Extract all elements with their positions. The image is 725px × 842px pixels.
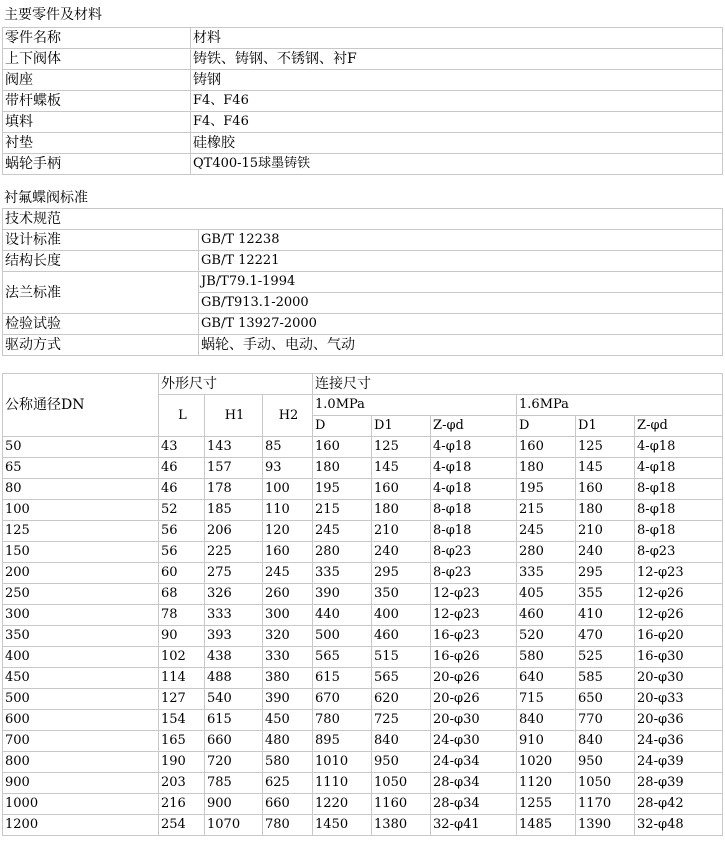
h1-cell: 275 [205, 563, 263, 584]
l-cell: 60 [159, 563, 205, 584]
h2-cell: 160 [263, 542, 313, 563]
d1-cell: 585 [576, 668, 635, 689]
l-cell: 52 [159, 500, 205, 521]
d1-cell: 210 [372, 521, 431, 542]
h2-cell: 93 [263, 458, 313, 479]
col-header-Z: Z-φd [431, 416, 517, 437]
z-cell: 12-φ26 [635, 584, 723, 605]
dn-cell: 1200 [3, 815, 159, 836]
l-cell: 154 [159, 710, 205, 731]
standard-label: 结构长度 [3, 251, 199, 272]
part-name-cell: 填料 [3, 112, 191, 133]
d1-cell: 145 [372, 458, 431, 479]
h2-cell: 380 [263, 668, 313, 689]
h1-cell: 1070 [205, 815, 263, 836]
dn-cell: 600 [3, 710, 159, 731]
table-row [3, 773, 723, 794]
part-name-cell: 蜗轮手柄 [3, 154, 191, 175]
z-cell: 4-φ18 [431, 458, 517, 479]
d-cell: 160 [313, 437, 372, 458]
h1-cell: 143 [205, 437, 263, 458]
outline-header: 外形尺寸 [159, 374, 313, 395]
table-row [3, 731, 723, 752]
z-cell: 12-φ23 [635, 563, 723, 584]
h1-cell: 615 [205, 710, 263, 731]
d-cell: 1020 [517, 752, 576, 773]
d1-cell: 410 [576, 605, 635, 626]
d-cell: 280 [313, 542, 372, 563]
h2-cell: 480 [263, 731, 313, 752]
d-cell: 670 [313, 689, 372, 710]
d1-cell: 180 [372, 500, 431, 521]
materials-title: 主要零件及材料 [4, 7, 102, 23]
d1-cell: 470 [576, 626, 635, 647]
d-cell: 195 [313, 479, 372, 500]
table-row [3, 500, 723, 521]
h2-cell: 110 [263, 500, 313, 521]
z-cell: 4-φ18 [431, 479, 517, 500]
h2-cell: 580 [263, 752, 313, 773]
table-row [3, 230, 723, 251]
h1-cell: 185 [205, 500, 263, 521]
d-cell: 615 [313, 668, 372, 689]
table-row [3, 314, 723, 335]
h2-cell: 260 [263, 584, 313, 605]
col-header-D: D [517, 416, 576, 437]
z-cell: 4-φ18 [635, 437, 723, 458]
dn-cell: 400 [3, 647, 159, 668]
h2-cell: 320 [263, 626, 313, 647]
dn-cell: 1000 [3, 794, 159, 815]
d-cell: 520 [517, 626, 576, 647]
d-cell: 910 [517, 731, 576, 752]
d1-cell: 125 [372, 437, 431, 458]
dn-cell: 150 [3, 542, 159, 563]
z-cell: 8-φ23 [635, 542, 723, 563]
d1-cell: 160 [372, 479, 431, 500]
dn-header: 公称通径DN [3, 374, 159, 437]
pressure-1-header: 1.0MPa [313, 395, 517, 416]
d1-cell: 355 [576, 584, 635, 605]
l-cell: 216 [159, 794, 205, 815]
dn-cell: 50 [3, 437, 159, 458]
standard-label: 设计标准 [3, 230, 199, 251]
table-header-row [3, 209, 723, 230]
d-cell: 895 [313, 731, 372, 752]
d1-cell: 350 [372, 584, 431, 605]
d1-cell: 950 [372, 752, 431, 773]
d1-cell: 160 [576, 479, 635, 500]
d1-cell: 1390 [576, 815, 635, 836]
z-cell: 24-φ39 [635, 752, 723, 773]
table-row [3, 112, 723, 133]
col-header-H1: H1 [205, 395, 263, 437]
z-cell: 20-φ30 [431, 710, 517, 731]
material-cell: 铸钢 [191, 70, 723, 91]
d-cell: 565 [313, 647, 372, 668]
d-cell: 245 [517, 521, 576, 542]
z-cell: 8-φ23 [431, 563, 517, 584]
dimensions-table [2, 373, 723, 836]
d1-cell: 565 [372, 668, 431, 689]
z-cell: 20-φ36 [635, 710, 723, 731]
h1-cell: 157 [205, 458, 263, 479]
d-cell: 405 [517, 584, 576, 605]
table-row [3, 668, 723, 689]
z-cell: 16-φ26 [431, 647, 517, 668]
l-cell: 78 [159, 605, 205, 626]
h1-cell: 206 [205, 521, 263, 542]
d-cell: 280 [517, 542, 576, 563]
h1-cell: 900 [205, 794, 263, 815]
d-cell: 1110 [313, 773, 372, 794]
table-row [3, 437, 723, 458]
h2-cell: 625 [263, 773, 313, 794]
d1-cell: 1170 [576, 794, 635, 815]
d1-cell: 1050 [372, 773, 431, 794]
dimensions-body [3, 437, 723, 836]
d-cell: 500 [313, 626, 372, 647]
d-cell: 1450 [313, 815, 372, 836]
z-cell: 20-φ26 [431, 668, 517, 689]
dn-cell: 125 [3, 521, 159, 542]
h1-cell: 178 [205, 479, 263, 500]
d1-cell: 210 [576, 521, 635, 542]
l-cell: 165 [159, 731, 205, 752]
h1-cell: 438 [205, 647, 263, 668]
dn-cell: 450 [3, 668, 159, 689]
table-row [3, 133, 723, 154]
dn-cell: 900 [3, 773, 159, 794]
standard-value: GB/T 12221 [199, 251, 723, 272]
standard-label: 检验试验 [3, 314, 199, 335]
d-cell: 160 [517, 437, 576, 458]
z-cell: 28-φ42 [635, 794, 723, 815]
d-cell: 460 [517, 605, 576, 626]
material-cell: F4、F46 [191, 91, 723, 112]
dn-cell: 250 [3, 584, 159, 605]
z-cell: 8-φ23 [431, 542, 517, 563]
table-row [3, 70, 723, 91]
table-row [3, 710, 723, 731]
h1-cell: 393 [205, 626, 263, 647]
d1-cell: 180 [576, 500, 635, 521]
table-row [3, 626, 723, 647]
z-cell: 4-φ18 [635, 458, 723, 479]
col-header-D1: D1 [372, 416, 431, 437]
l-cell: 90 [159, 626, 205, 647]
d-cell: 335 [313, 563, 372, 584]
z-cell: 8-φ18 [635, 479, 723, 500]
d-cell: 180 [313, 458, 372, 479]
z-cell: 24-φ34 [431, 752, 517, 773]
d-cell: 640 [517, 668, 576, 689]
standard-label: 法兰标准 [3, 272, 199, 314]
dn-cell: 80 [3, 479, 159, 500]
standard-value: GB/T 13927-2000 [199, 314, 723, 335]
table-row [3, 154, 723, 175]
table-row [3, 479, 723, 500]
z-cell: 4-φ18 [431, 437, 517, 458]
col-header-Z: Z-φd [635, 416, 723, 437]
table-row [3, 542, 723, 563]
h1-cell: 660 [205, 731, 263, 752]
d-cell: 1255 [517, 794, 576, 815]
table-row [3, 91, 723, 112]
h1-cell: 326 [205, 584, 263, 605]
materials-table [2, 27, 723, 175]
h1-cell: 225 [205, 542, 263, 563]
d-cell: 335 [517, 563, 576, 584]
d-cell: 1010 [313, 752, 372, 773]
d-cell: 1485 [517, 815, 576, 836]
z-cell: 24-φ30 [431, 731, 517, 752]
l-cell: 46 [159, 458, 205, 479]
standard-label: 驱动方式 [3, 335, 199, 356]
standard-value: 蜗轮、手动、电动、气动 [199, 335, 723, 356]
col-header-L: L [159, 395, 205, 437]
d-cell: 215 [313, 500, 372, 521]
table-row [3, 605, 723, 626]
dn-cell: 100 [3, 500, 159, 521]
d1-cell: 770 [576, 710, 635, 731]
h1-cell: 720 [205, 752, 263, 773]
h1-cell: 540 [205, 689, 263, 710]
h2-cell: 300 [263, 605, 313, 626]
material-cell: QT400-15球墨铸铁 [191, 154, 723, 175]
l-cell: 68 [159, 584, 205, 605]
table-row [3, 563, 723, 584]
part-name-cell: 阀座 [3, 70, 191, 91]
z-cell: 12-φ23 [431, 605, 517, 626]
standard-value: GB/T 12238 [199, 230, 723, 251]
table-row [3, 752, 723, 773]
z-cell: 16-φ30 [635, 647, 723, 668]
z-cell: 16-φ20 [635, 626, 723, 647]
material-cell: F4、F46 [191, 112, 723, 133]
h1-cell: 488 [205, 668, 263, 689]
dn-cell: 300 [3, 605, 159, 626]
part-name-cell: 上下阀体 [3, 49, 191, 70]
table-row [3, 815, 723, 836]
l-cell: 56 [159, 542, 205, 563]
d1-cell: 1380 [372, 815, 431, 836]
dn-cell: 800 [3, 752, 159, 773]
z-cell: 12-φ26 [635, 605, 723, 626]
d-cell: 1120 [517, 773, 576, 794]
material-header: 材料 [191, 28, 723, 49]
table-row [3, 647, 723, 668]
z-cell: 20-φ26 [431, 689, 517, 710]
z-cell: 28-φ39 [635, 773, 723, 794]
d1-cell: 525 [576, 647, 635, 668]
dn-cell: 200 [3, 563, 159, 584]
table-row [3, 794, 723, 815]
d1-cell: 840 [576, 731, 635, 752]
part-name-cell: 衬垫 [3, 133, 191, 154]
d1-cell: 725 [372, 710, 431, 731]
d1-cell: 240 [576, 542, 635, 563]
d1-cell: 515 [372, 647, 431, 668]
tech-spec-header: 技术规范 [3, 209, 723, 230]
table-row [3, 584, 723, 605]
d-cell: 1220 [313, 794, 372, 815]
h2-cell: 245 [263, 563, 313, 584]
l-cell: 114 [159, 668, 205, 689]
table-header-row [3, 28, 723, 49]
d1-cell: 620 [372, 689, 431, 710]
d-cell: 440 [313, 605, 372, 626]
part-name-cell: 带杆蝶板 [3, 91, 191, 112]
d1-cell: 145 [576, 458, 635, 479]
h2-cell: 120 [263, 521, 313, 542]
z-cell: 16-φ23 [431, 626, 517, 647]
table-header-row [3, 374, 723, 395]
table-row [3, 689, 723, 710]
h2-cell: 390 [263, 689, 313, 710]
connection-header: 连接尺寸 [313, 374, 723, 395]
h2-cell: 85 [263, 437, 313, 458]
l-cell: 102 [159, 647, 205, 668]
z-cell: 28-φ34 [431, 794, 517, 815]
d-cell: 390 [313, 584, 372, 605]
z-cell: 8-φ18 [431, 500, 517, 521]
d-cell: 215 [517, 500, 576, 521]
table-row [3, 49, 723, 70]
z-cell: 12-φ23 [431, 584, 517, 605]
dn-cell: 500 [3, 689, 159, 710]
col-header-H2: H2 [263, 395, 313, 437]
d1-cell: 1160 [372, 794, 431, 815]
standards-title: 衬氟蝶阀标准 [4, 190, 88, 206]
material-cell: 铸铁、铸钢、不锈钢、衬F [191, 49, 723, 70]
l-cell: 254 [159, 815, 205, 836]
d-cell: 715 [517, 689, 576, 710]
d-cell: 580 [517, 647, 576, 668]
d1-cell: 295 [576, 563, 635, 584]
l-cell: 46 [159, 479, 205, 500]
h2-cell: 100 [263, 479, 313, 500]
h1-cell: 785 [205, 773, 263, 794]
pressure-2-header: 1.6MPa [517, 395, 723, 416]
l-cell: 56 [159, 521, 205, 542]
d-cell: 195 [517, 479, 576, 500]
z-cell: 8-φ18 [635, 521, 723, 542]
d1-cell: 400 [372, 605, 431, 626]
z-cell: 28-φ34 [431, 773, 517, 794]
d-cell: 180 [517, 458, 576, 479]
l-cell: 190 [159, 752, 205, 773]
l-cell: 127 [159, 689, 205, 710]
d1-cell: 125 [576, 437, 635, 458]
h2-cell: 450 [263, 710, 313, 731]
table-row [3, 251, 723, 272]
d-cell: 840 [517, 710, 576, 731]
h2-cell: 780 [263, 815, 313, 836]
d-cell: 780 [313, 710, 372, 731]
d1-cell: 1050 [576, 773, 635, 794]
col-header-D1: D1 [576, 416, 635, 437]
z-cell: 20-φ33 [635, 689, 723, 710]
table-row [3, 458, 723, 479]
h2-cell: 330 [263, 647, 313, 668]
d1-cell: 840 [372, 731, 431, 752]
standard-value: JB/T79.1-1994 [199, 272, 723, 293]
dn-cell: 350 [3, 626, 159, 647]
d1-cell: 650 [576, 689, 635, 710]
h2-cell: 660 [263, 794, 313, 815]
dn-cell: 65 [3, 458, 159, 479]
table-row [3, 272, 723, 293]
z-cell: 20-φ30 [635, 668, 723, 689]
z-cell: 8-φ18 [635, 500, 723, 521]
z-cell: 24-φ36 [635, 731, 723, 752]
d1-cell: 950 [576, 752, 635, 773]
standard-value: GB/T913.1-2000 [199, 293, 723, 314]
standards-table [2, 208, 723, 356]
l-cell: 43 [159, 437, 205, 458]
d1-cell: 460 [372, 626, 431, 647]
d-cell: 245 [313, 521, 372, 542]
col-header-D: D [313, 416, 372, 437]
d1-cell: 240 [372, 542, 431, 563]
z-cell: 8-φ18 [431, 521, 517, 542]
dn-cell: 700 [3, 731, 159, 752]
material-cell: 硅橡胶 [191, 133, 723, 154]
l-cell: 203 [159, 773, 205, 794]
part-name-header: 零件名称 [3, 28, 191, 49]
h1-cell: 333 [205, 605, 263, 626]
table-row [3, 521, 723, 542]
d1-cell: 295 [372, 563, 431, 584]
z-cell: 32-φ48 [635, 815, 723, 836]
z-cell: 32-φ41 [431, 815, 517, 836]
table-row [3, 335, 723, 356]
